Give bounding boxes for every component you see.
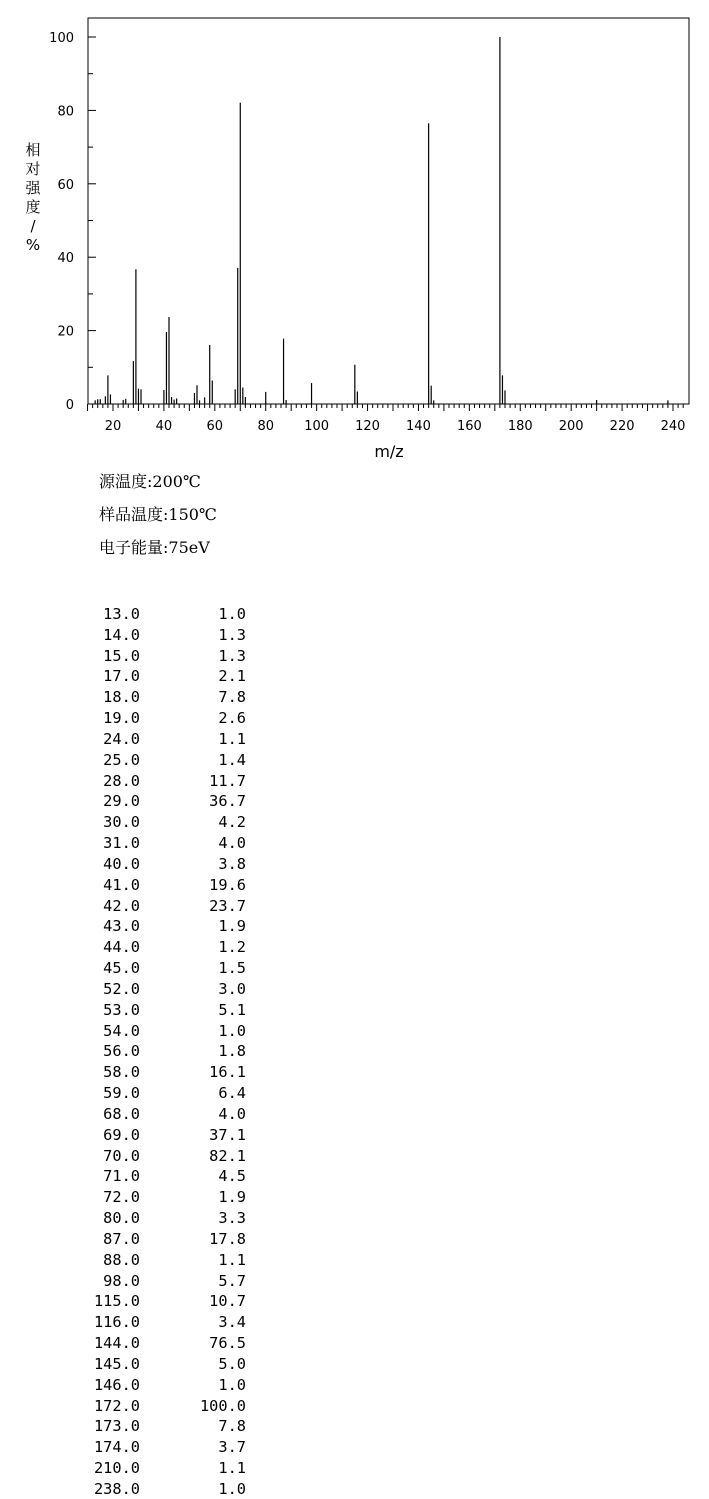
peak-row <box>60 833 260 853</box>
peak-intensity: 7.8 <box>218 688 246 707</box>
peak-mz: 18.0 <box>103 688 140 707</box>
peak-intensity: 1.4 <box>218 750 246 769</box>
peak-mz: 29.0 <box>103 792 140 811</box>
peak-mz: 41.0 <box>103 875 140 894</box>
peak-mz: 116.0 <box>93 1313 140 1332</box>
peak-intensity: 11.7 <box>209 771 246 790</box>
peak-mz: 70.0 <box>103 1146 140 1165</box>
x-tick-label: 240 <box>660 419 686 434</box>
peak-mz: 52.0 <box>103 979 140 998</box>
peak-intensity: 17.8 <box>209 1229 246 1248</box>
peak-row <box>60 937 260 957</box>
peak-intensity: 1.9 <box>218 917 246 936</box>
peak-mz: 13.0 <box>103 605 140 623</box>
peak-intensity: 3.7 <box>218 1438 246 1457</box>
peak-mz: 59.0 <box>103 1084 140 1103</box>
x-tick-label: 200 <box>558 419 584 434</box>
peak-row <box>60 604 260 624</box>
y-tick-label: 60 <box>57 177 74 193</box>
peak-mz: 56.0 <box>103 1042 140 1061</box>
peak-intensity: 36.7 <box>209 792 246 811</box>
peak-mz: 17.0 <box>103 667 140 686</box>
peak-intensity: 10.7 <box>209 1292 246 1311</box>
peak-row <box>60 1291 260 1311</box>
peak-row <box>60 1083 260 1103</box>
peak-mz: 174.0 <box>93 1438 140 1457</box>
peak-mz: 80.0 <box>103 1209 140 1228</box>
peak-intensity: 5.1 <box>218 1000 246 1019</box>
sample-temperature: 样品温度:150℃ <box>99 505 217 524</box>
peak-row <box>60 1312 260 1332</box>
peak-row <box>60 1416 260 1436</box>
peak-row <box>60 1396 260 1416</box>
peak-intensity: 4.2 <box>218 813 246 832</box>
plot-frame <box>88 18 689 404</box>
peak-mz: 68.0 <box>103 1104 140 1123</box>
peak-row <box>60 1166 260 1186</box>
x-tick-label: 120 <box>355 419 380 434</box>
peak-row <box>60 1041 260 1061</box>
peak-row <box>60 958 260 978</box>
peak-mz: 31.0 <box>103 834 140 853</box>
peak-mz: 19.0 <box>103 709 140 728</box>
peak-intensity: 1.5 <box>218 959 246 978</box>
peak-row <box>60 1000 260 1020</box>
peak-intensity: 1.0 <box>218 1021 246 1040</box>
y-tick-label: 80 <box>57 104 74 120</box>
peak-intensity: 1.1 <box>218 1459 246 1478</box>
peak-intensity: 5.7 <box>218 1271 246 1290</box>
electron-energy: 电子能量:75eV <box>99 538 210 557</box>
peak-row <box>60 1021 260 1041</box>
peak-intensity: 5.0 <box>218 1354 246 1373</box>
peak-intensity: 4.0 <box>218 1104 246 1123</box>
peak-mz: 40.0 <box>103 854 140 873</box>
peak-row <box>60 1437 260 1457</box>
peak-mz: 44.0 <box>103 938 140 957</box>
peak-row <box>60 1375 260 1395</box>
spectrum-peaks <box>95 37 668 404</box>
peak-row <box>60 729 260 749</box>
peak-row <box>60 771 260 791</box>
x-tick-label: 140 <box>406 419 431 434</box>
peak-intensity: 7.8 <box>218 1417 246 1436</box>
peak-row <box>60 791 260 811</box>
peak-intensity: 1.1 <box>218 1250 246 1269</box>
peak-intensity: 6.4 <box>218 1084 246 1103</box>
peak-mz: 72.0 <box>103 1188 140 1207</box>
peak-row <box>60 708 260 728</box>
peak-intensity: 76.5 <box>209 1334 246 1353</box>
x-axis <box>88 404 686 434</box>
peak-intensity: 3.8 <box>218 854 246 873</box>
peak-mz: 98.0 <box>103 1271 140 1290</box>
peak-row <box>60 812 260 832</box>
peak-row <box>60 1208 260 1228</box>
peak-row <box>60 666 260 686</box>
peak-mz: 45.0 <box>103 959 140 978</box>
x-tick-label: 220 <box>609 419 635 434</box>
peak-row <box>60 1271 260 1291</box>
peak-mz: 172.0 <box>93 1396 140 1415</box>
peak-row <box>60 896 260 916</box>
peak-intensity: 1.9 <box>218 1188 246 1207</box>
x-tick-label: 40 <box>155 419 173 434</box>
peak-mz: 30.0 <box>103 813 140 832</box>
peak-intensity: 100.0 <box>199 1396 246 1415</box>
peak-mz: 69.0 <box>103 1125 140 1144</box>
peak-intensity: 82.1 <box>209 1146 246 1165</box>
x-tick-label: 20 <box>104 419 122 434</box>
peak-mz: 71.0 <box>103 1167 140 1186</box>
peak-intensity: 1.0 <box>218 605 246 623</box>
y-axis <box>49 31 96 413</box>
peak-intensity: 2.6 <box>218 709 246 728</box>
peak-intensity: 4.0 <box>218 834 246 853</box>
peak-intensity: 1.1 <box>218 729 246 748</box>
peak-intensity: 19.6 <box>209 875 246 894</box>
peak-row <box>60 1146 260 1166</box>
peak-intensity: 16.1 <box>209 1063 246 1082</box>
peak-mz: 87.0 <box>103 1229 140 1248</box>
peak-row <box>60 1250 260 1270</box>
peak-intensity: 1.2 <box>218 938 246 957</box>
x-tick-label: 60 <box>206 419 224 434</box>
peak-mz: 145.0 <box>93 1354 140 1373</box>
peak-mz: 14.0 <box>103 625 140 644</box>
peak-row <box>60 854 260 874</box>
peak-row <box>60 1104 260 1124</box>
mass-spectrum-chart <box>0 0 709 470</box>
y-tick-label: 100 <box>49 31 74 46</box>
y-tick-label: 0 <box>65 398 74 413</box>
y-axis-label: 相对强度/ % <box>25 141 41 254</box>
peak-row <box>60 1458 260 1478</box>
peak-intensity: 23.7 <box>209 896 246 915</box>
peak-mz: 210.0 <box>93 1459 140 1478</box>
peak-mz: 238.0 <box>93 1479 140 1498</box>
x-tick-label: 100 <box>304 419 330 434</box>
peak-mz: 43.0 <box>103 917 140 936</box>
peak-mz: 54.0 <box>103 1021 140 1040</box>
peak-row <box>60 750 260 770</box>
peak-row <box>60 625 260 645</box>
y-tick-label: 40 <box>57 251 74 267</box>
peak-intensity: 1.3 <box>218 625 246 644</box>
x-tick-label: 80 <box>257 419 275 434</box>
peak-mz: 115.0 <box>93 1292 140 1311</box>
peak-row <box>60 1229 260 1249</box>
peak-row <box>60 1354 260 1374</box>
peak-mz: 146.0 <box>93 1375 140 1394</box>
peak-row <box>60 1125 260 1145</box>
peak-row <box>60 646 260 666</box>
peak-intensity: 1.3 <box>218 646 246 665</box>
peak-intensity: 3.3 <box>218 1209 246 1228</box>
x-tick-label: 160 <box>456 419 482 434</box>
peak-intensity: 1.0 <box>218 1479 246 1498</box>
peak-row <box>60 687 260 707</box>
peak-mz: 88.0 <box>103 1250 140 1269</box>
peak-mz: 53.0 <box>103 1000 140 1019</box>
peak-row <box>60 916 260 936</box>
peak-intensity: 2.1 <box>218 667 246 686</box>
peak-mz: 15.0 <box>103 646 140 665</box>
peak-intensity: 3.0 <box>218 979 246 998</box>
source-temperature: 源温度:200℃ <box>99 472 201 491</box>
peak-intensity: 1.8 <box>218 1042 246 1061</box>
peak-row <box>60 875 260 895</box>
peak-row <box>60 979 260 999</box>
peak-mz: 42.0 <box>103 896 140 915</box>
x-tick-label: 180 <box>507 419 533 434</box>
peak-mz: 144.0 <box>93 1334 140 1353</box>
x-axis-label: m/z <box>374 442 404 461</box>
peak-row <box>60 1187 260 1207</box>
peak-intensity: 1.0 <box>218 1375 246 1394</box>
peak-intensity: 37.1 <box>209 1125 246 1144</box>
peak-row <box>60 1333 260 1353</box>
peak-mz: 173.0 <box>93 1417 140 1436</box>
peak-row <box>60 1062 260 1082</box>
peak-mz: 28.0 <box>103 771 140 790</box>
peak-mz: 24.0 <box>103 729 140 748</box>
peak-mz: 58.0 <box>103 1063 140 1082</box>
peak-intensity: 4.5 <box>218 1167 246 1186</box>
peak-mz: 25.0 <box>103 750 140 769</box>
peak-intensity: 3.4 <box>218 1313 246 1332</box>
y-tick-label: 20 <box>57 324 74 340</box>
